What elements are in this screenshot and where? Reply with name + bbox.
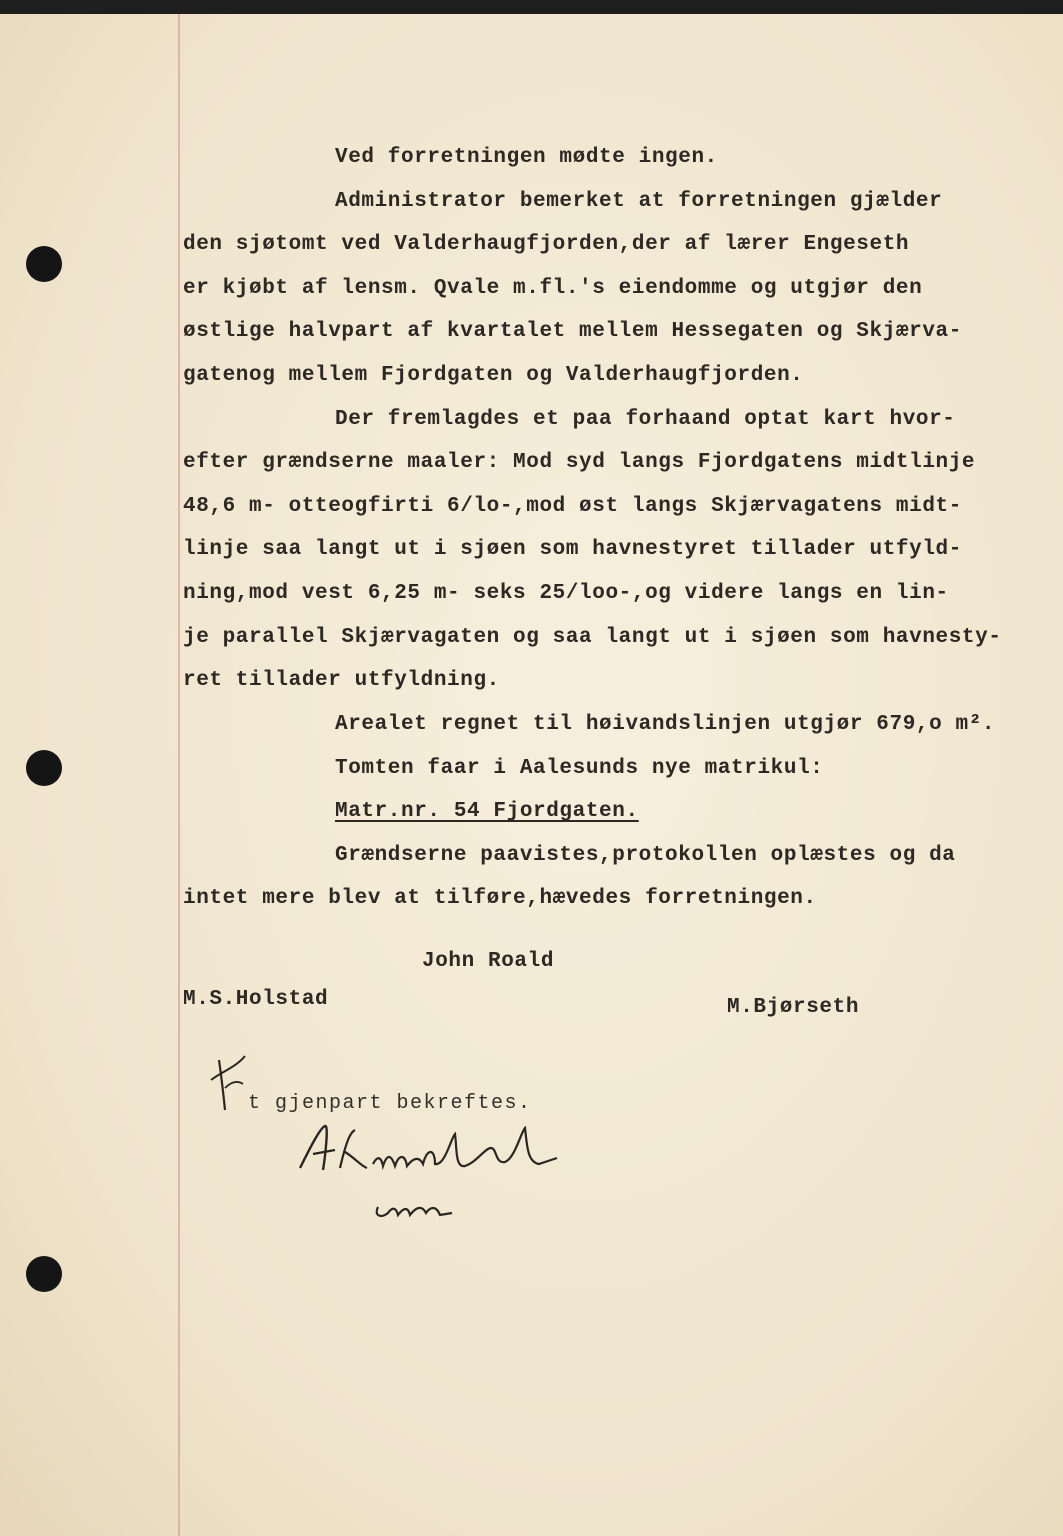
text-line: den sjøtomt ved Valderhaugfjorden,der af lærer Engeseth [183,233,910,256]
text-line: Grændserne paavistes,protokollen oplæstes og da [335,844,956,867]
text-line: Tomten faar i Aalesunds nye matrikul: [335,757,824,780]
signature-right: M.Bjørseth [727,996,860,1019]
text-line: je parallel Skjærvagaten og saa langt ut i sjøen som havnesty- [183,626,1002,649]
punch-hole [26,1256,62,1292]
text-line: gatenog mellem Fjordgaten og Valderhaugfjorden. [183,364,804,387]
text-line: østlige halvpart af kvartalet mellem Hessegaten og Skjærva- [183,320,962,343]
area-line: Arealet regnet til høivandslinjen utgjør 679,o m². [335,713,996,736]
text-line: Ved forretningen mødte ingen. [335,146,718,169]
text-line: ret tillader utfyldning. [183,669,500,692]
punch-hole [26,246,62,282]
text-line: linje saa langt ut i sjøen som havnestyret tillader utfyld- [183,538,962,561]
text-line: Der fremlagdes et paa forhaand optat kart hvor- [335,408,956,431]
signature-center: John Roald [422,950,555,973]
text-line: Administrator bemerket at forretningen gjælder [335,190,943,213]
signature-scribble [295,1118,565,1188]
scan-top-edge [0,0,1063,14]
text-line: efter grændserne maaler: Mod syd langs Fjordgatens midtlinje [183,451,976,474]
certification-text: t gjenpart bekreftes. [248,1092,532,1115]
text-line: er kjøbt af lensm. Qvale m.fl.'s eiendomme og utgjør den [183,277,923,300]
punch-hole [26,750,62,786]
signature-initials [370,1185,460,1225]
signature-left: M.S.Holstad [183,988,329,1011]
text-line: ning,mod vest 6,25 m- seks 25/loo-,og videre langs en lin- [183,582,949,605]
margin-line [178,14,180,1536]
matrikkel-number: Matr.nr. 54 Fjordgaten. [335,800,639,823]
text-line: intet mere blev at tilføre,hævedes forretningen. [183,887,817,910]
text-line: 48,6 m- otteogfirti 6/lo-,mod øst langs Skjærvagatens midt- [183,495,962,518]
